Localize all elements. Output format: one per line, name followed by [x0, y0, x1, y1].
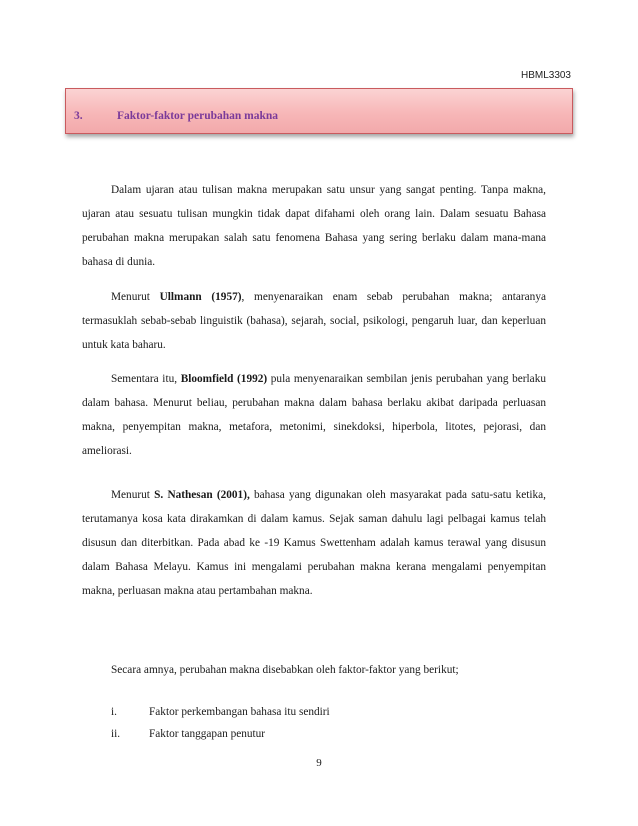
paragraph-text: Menurut [111, 489, 155, 501]
paragraph-ullmann [82, 285, 546, 357]
paragraph-intro: Dalam ujaran atau tulisan makna merupakan satu unsur yang sangat penting. Tanpa makna, ujaran atau sesuatu tulisan mungkin tidak dapat difahami oleh orang lain. Dalam sesuatu Bahasa perubahan makna merupakan salah satu fenomena Bahasa yang sering berlaku dalam mana-mana bahasa di dunia. [82, 184, 546, 268]
list-item-text: Faktor tanggapan penutur [149, 728, 266, 740]
paragraph-text: Menurut [111, 291, 160, 303]
list-item [111, 723, 546, 745]
citation-nathesan: S. Nathesan (2001), [154, 489, 250, 501]
paragraph-text: Sementara itu, [111, 373, 181, 385]
citation-bloomfield: Bloomfield (1992) [180, 373, 268, 385]
section-heading-banner [65, 88, 573, 134]
paragraph-text: bahasa yang digunakan oleh masyarakat pada satu-satu ketika, terutamanya kosa kata dirakamkan di dalam kamus. Sejak saman dahulu lagi pelbagai kamus telah disusun dan diterbitkan. Pada abad ke -19 Kamus Swettenham adalah kamus terawal yang disusun dalam Bahasa Melayu. Kamus ini mengalami perubahan makna kerana mengalami penyempitan makna, perluasan makna atau pertambahan makna. [82, 489, 547, 597]
paragraph-text: pula menyenaraikan sembilan jenis perubahan yang berlaku dalam bahasa. Menurut beliau, perubahan makna dalam bahasa berlaku akibat daripada perluasan makna, penyempitan makna, metafora, metonimi, sinekdoksi, hiperbola, litotes, pejorasi, dan ameliorasi. [82, 373, 546, 457]
list-item [111, 701, 546, 723]
paragraph-bloomfield [82, 367, 546, 463]
citation-ullmann: Ullmann (1957) [159, 291, 242, 303]
section-title: Faktor-faktor perubahan makna [117, 110, 279, 122]
list-item-number: ii. [111, 728, 121, 740]
list-item-text: Faktor perkembangan bahasa itu sendiri [149, 706, 330, 718]
paragraph-summary: Secara amnya, perubahan makna disebabkan oleh faktor-faktor yang berikut; [111, 664, 459, 676]
list-item-number: i. [111, 706, 117, 718]
section-number: 3. [74, 110, 83, 122]
page-number: 9 [316, 757, 322, 769]
factor-list [111, 701, 546, 745]
paragraph-nathesan [82, 483, 546, 603]
document-code: HBML3303 [520, 70, 571, 81]
paragraph-text: , menyenaraikan enam sebab perubahan makna; antaranya termasuklah sebab-sebab linguistik (bahasa), sejarah, social, psikologi, pengaruh luar, dan keperluan untuk kata baharu. [82, 291, 546, 351]
